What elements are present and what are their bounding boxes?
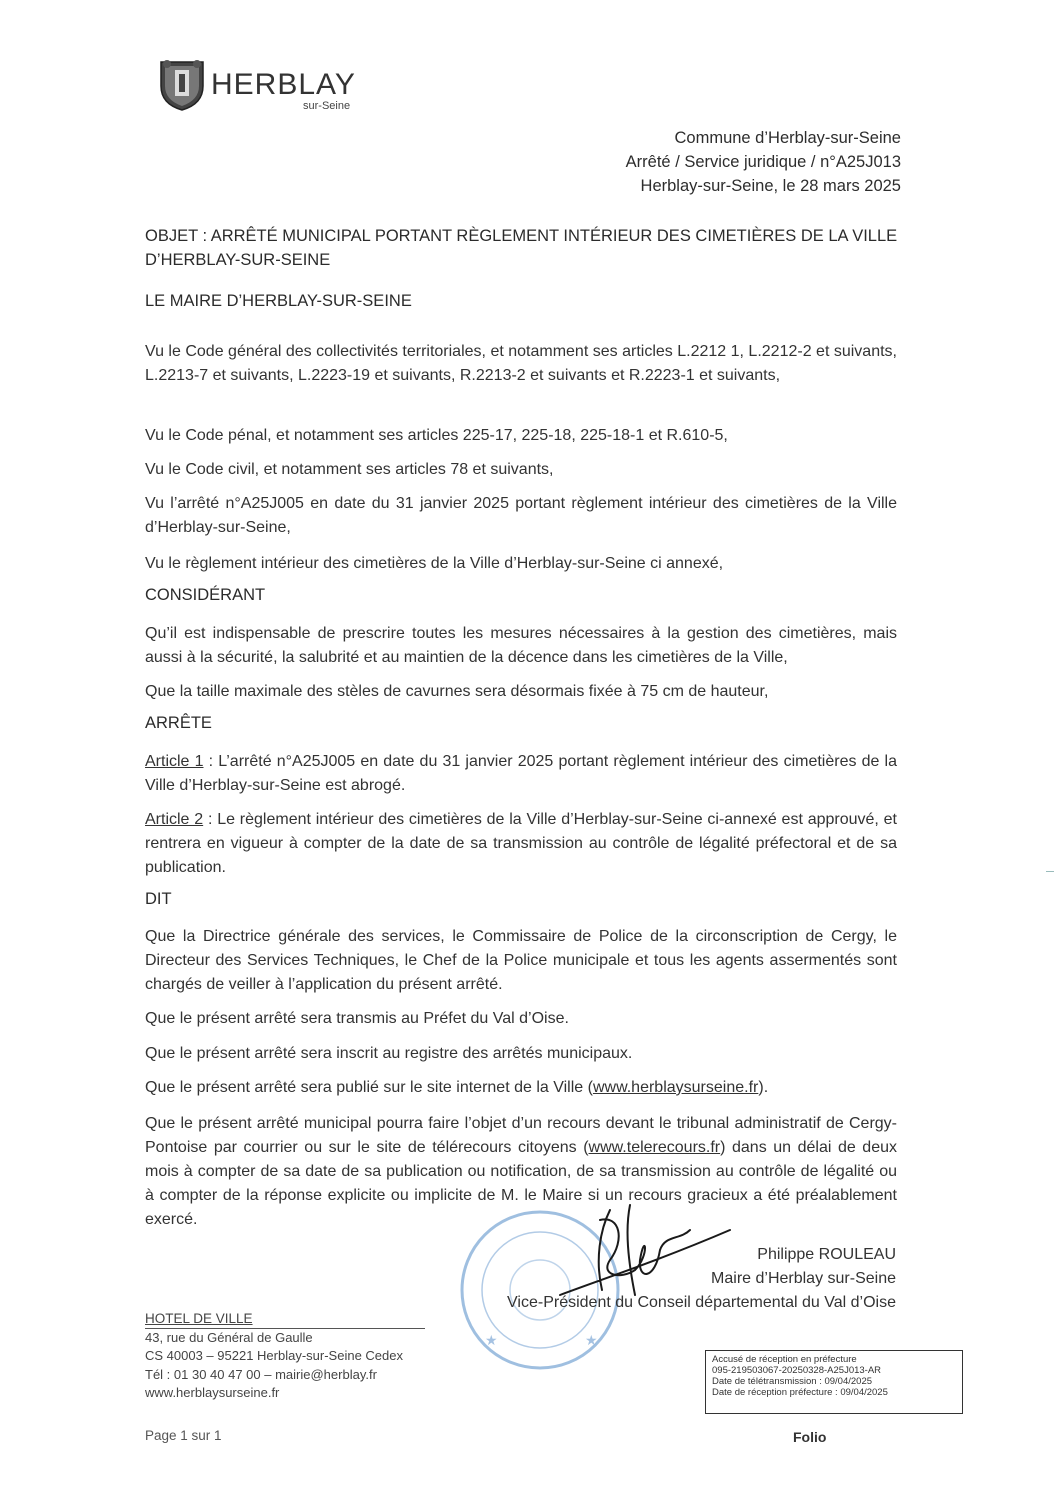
article-2-text: : Le règlement intérieur des cimetières de la Ville d’Herblay-sur-Seine ci-annexé est approuvé, et rentrera en vigueur à compter de la date de sa transmission au contrôle de légalité préfectoral et de sa publication. bbox=[145, 811, 898, 876]
footer-line-3: Tél : 01 30 40 47 00 – mairie@herblay.fr bbox=[145, 1366, 377, 1382]
article-1-label: Article 1 bbox=[145, 753, 204, 770]
vu-paragraph-3: Vu le Code civil, et notamment ses articles 78 et suivants, bbox=[145, 461, 554, 478]
svg-text:★: ★ bbox=[485, 1332, 498, 1348]
dit-p4-post: ). bbox=[758, 1079, 769, 1096]
arrete-heading: ARRÊTE bbox=[145, 714, 212, 732]
vu-paragraph-4: Vu l’arrêté n°A25J005 en date du 31 janvier 2025 portant règlement intérieur des cimetières de la Ville d’Herblay-sur-Seine, bbox=[145, 495, 897, 536]
city-logo bbox=[155, 56, 370, 116]
receipt-line-3: Date de télétransmission : 09/04/2025 bbox=[712, 1376, 873, 1387]
crest-icon bbox=[155, 56, 209, 112]
margin-mark bbox=[1046, 871, 1054, 872]
receipt-line-1: Accusé de réception en préfecture bbox=[712, 1354, 857, 1365]
signatory-role-2: Vice-Président du Conseil départemental du Val d’Oise bbox=[507, 1294, 896, 1311]
svg-text:★: ★ bbox=[585, 1332, 598, 1348]
footer-line-2: CS 40003 – 95221 Herblay-sur-Seine Cedex bbox=[145, 1348, 403, 1363]
vu-paragraph-5: Vu le règlement intérieur des cimetières de la Ville d’Herblay-sur-Seine ci annexé, bbox=[145, 555, 724, 572]
dit-paragraph-2: Que le présent arrêté sera transmis au Préfet du Val d’Oise. bbox=[145, 1010, 569, 1027]
mayor-title: LE MAIRE D’HERBLAY-SUR-SEINE bbox=[145, 292, 412, 310]
subject-line-1: OBJET : ARRÊTÉ MUNICIPAL PORTANT RÈGLEMENT INTÉRIEUR DES CIMETIÈRES DE LA VILLE bbox=[145, 227, 898, 245]
dit-p4-pre: Que le présent arrêté sera publié sur le site internet de la Ville ( bbox=[145, 1079, 593, 1096]
website-link[interactable]: www.herblaysurseine.fr bbox=[592, 1079, 759, 1096]
dit-paragraph-3: Que le présent arrêté sera inscrit au registre des arrêtés municipaux. bbox=[145, 1045, 633, 1062]
document-date: Herblay-sur-Seine, le 28 mars 2025 bbox=[640, 177, 901, 195]
article-2-label: Article 2 bbox=[145, 811, 204, 828]
article-1 bbox=[145, 750, 897, 798]
logo-name: HERBLAY bbox=[211, 68, 356, 101]
receipt-line-2: 095-219503067-20250328-A25J013-AR bbox=[712, 1365, 882, 1376]
footer-address bbox=[145, 1310, 403, 1403]
vu-paragraph-2: Vu le Code pénal, et notamment ses articles 225-17, 225-18, 225-18-1 et R.610-5, bbox=[145, 427, 728, 444]
footer-line-4: www.herblaysurseine.fr bbox=[145, 1385, 280, 1400]
telerecours-link[interactable]: www.telerecours.fr bbox=[588, 1139, 721, 1156]
page-number: Page 1 sur 1 bbox=[145, 1428, 222, 1443]
logo-sub: sur-Seine bbox=[303, 100, 351, 112]
commune-name: Commune d’Herblay-sur-Seine bbox=[674, 129, 901, 147]
dit-paragraph-4 bbox=[145, 1076, 897, 1100]
article-2 bbox=[145, 808, 897, 880]
considerant-paragraph-2: Que la taille maximale des stèles de cavurnes sera désormais fixée à 75 cm de hauteur, bbox=[145, 683, 769, 700]
dit-p5-post: ) dans un délai de deux mois à compter de sa date de sa publication ou notification, de sa transmission au contrôle de légalité ou à compter de la réponse explicite ou implicite de M. le Maire si un recours gracieux a été préalablement exercé. bbox=[145, 1139, 897, 1228]
dit-paragraph-1: Que la Directrice générale des services, le Commissaire de Police de la circonscription de Cergy, le Directeur des Services Techniques, le Chef de la Police municipale et tous les agents assermentés sont chargés de veiller à l’application du présent arrêté. bbox=[145, 928, 897, 993]
signatory-role-1: Maire d’Herblay sur-Seine bbox=[711, 1270, 896, 1287]
folio-label: Folio bbox=[793, 1429, 827, 1445]
vu-paragraph-1: Vu le Code général des collectivités territoriales, et notamment ses articles L.2212 1, L.2212-2 et suivants, L.2213-7 et suivants, L.2223-19 et suivants, R.2213-2 et suivants et R.2223-1 et suivants, bbox=[145, 343, 897, 384]
arrete-reference: Arrêté / Service juridique / n°A25J013 bbox=[625, 153, 901, 171]
document-subject bbox=[145, 224, 905, 272]
signatory-name: Philippe ROULEAU bbox=[757, 1246, 896, 1263]
considerant-paragraph-1: Qu’il est indispensable de prescrire toutes les mesures nécessaires à la gestion des cimetières, mais aussi à la sécurité, la salubrité et au maintien de la décence dans les cimetières de la Ville, bbox=[145, 625, 897, 666]
article-1-text: : L’arrêté n°A25J005 en date du 31 janvier 2025 portant règlement intérieur des cimetières de la Ville d’Herblay-sur-Seine est abrogé. bbox=[145, 753, 898, 794]
dit-p5-pre: Que le présent arrêté municipal pourra faire l’objet d’un recours devant le tribunal administratif de Cergy-Pontoise par courrier ou sur le site de télérecours citoyens ( bbox=[145, 1115, 897, 1156]
prefecture-receipt bbox=[705, 1350, 963, 1414]
considerant-heading: CONSIDÉRANT bbox=[145, 586, 266, 604]
receipt-line-4: Date de réception préfecture : 09/04/2025 bbox=[712, 1387, 888, 1398]
footer-title: HOTEL DE VILLE bbox=[145, 1311, 253, 1326]
signature-block bbox=[507, 1243, 896, 1315]
subject-line-2: D’HERBLAY-SUR-SEINE bbox=[145, 251, 331, 269]
document-header bbox=[626, 126, 901, 198]
dit-heading: DIT bbox=[145, 890, 172, 908]
footer-line-1: 43, rue du Général de Gaulle bbox=[145, 1329, 313, 1345]
footer-divider bbox=[145, 1328, 425, 1329]
